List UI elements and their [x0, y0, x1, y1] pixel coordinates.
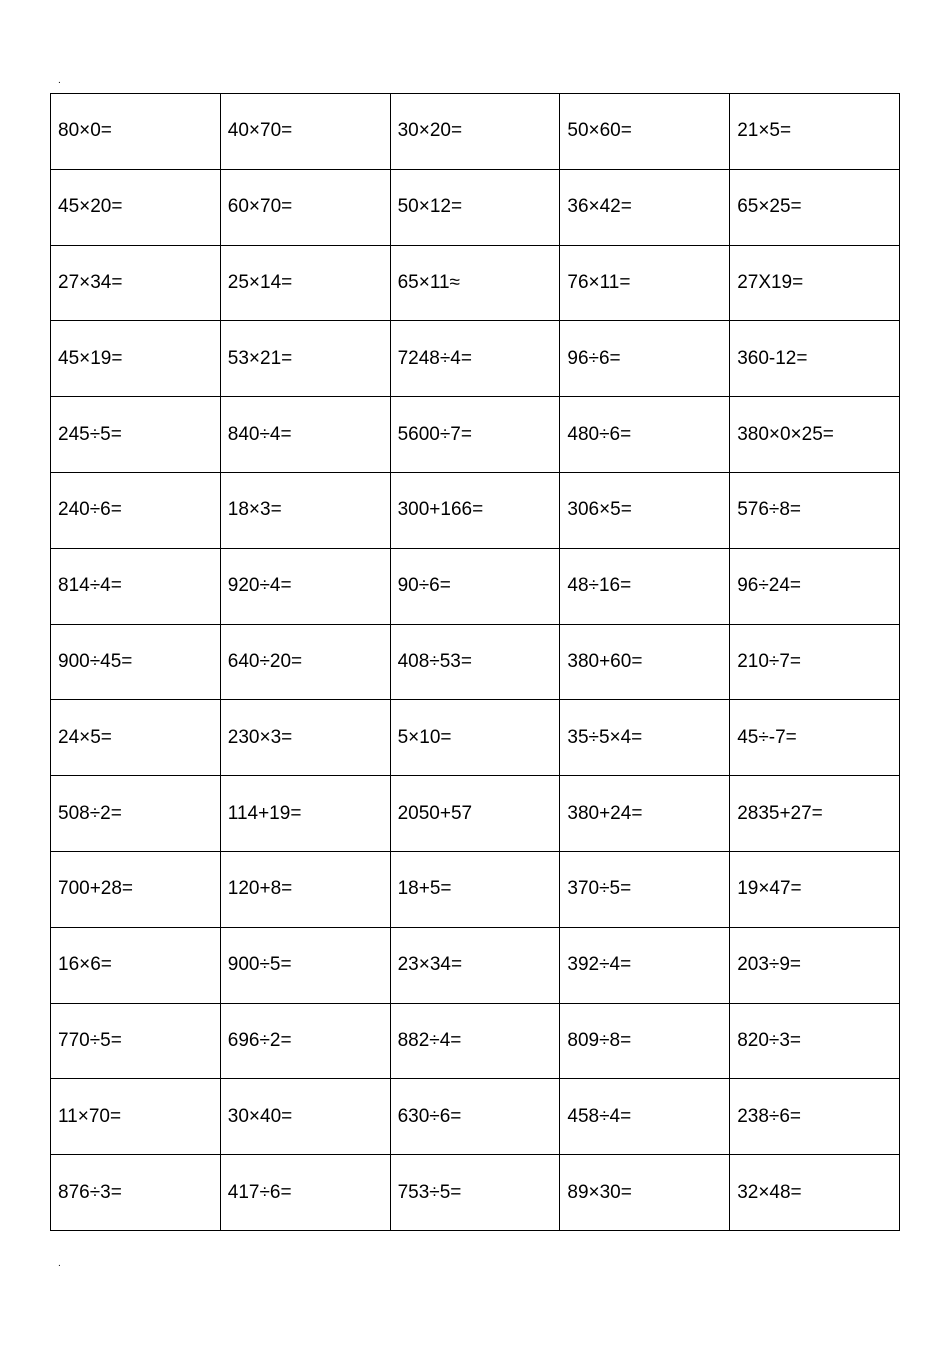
problem-cell: 882÷4=: [390, 1003, 560, 1079]
problem-cell: 30×40=: [220, 1079, 390, 1155]
problem-cell: 380+24=: [560, 776, 730, 852]
problem-cell: 65×25=: [730, 169, 900, 245]
problem-cell: 30×20=: [390, 94, 560, 170]
worksheet-row: [51, 927, 900, 1003]
problem-cell: 45÷-7=: [730, 700, 900, 776]
problem-cell: 770÷5=: [51, 1003, 221, 1079]
problem-cell: 32×48=: [730, 1155, 900, 1231]
problem-cell: 96÷6=: [560, 321, 730, 397]
problem-cell: 417÷6=: [220, 1155, 390, 1231]
worksheet-row: [51, 321, 900, 397]
worksheet-row: [51, 94, 900, 170]
problem-cell: 370÷5=: [560, 851, 730, 927]
problem-cell: 25×14=: [220, 245, 390, 321]
problem-cell: 96÷24=: [730, 548, 900, 624]
problem-cell: 630÷6=: [390, 1079, 560, 1155]
problem-cell: 380+60=: [560, 624, 730, 700]
problem-cell: 230×3=: [220, 700, 390, 776]
problem-cell: 45×20=: [51, 169, 221, 245]
worksheet-row: [51, 1155, 900, 1231]
problem-cell: 24×5=: [51, 700, 221, 776]
problem-cell: 210÷7=: [730, 624, 900, 700]
problem-cell: 700+28=: [51, 851, 221, 927]
problem-cell: 18×3=: [220, 472, 390, 548]
worksheet-row: [51, 548, 900, 624]
problem-cell: 27×34=: [51, 245, 221, 321]
problem-cell: 60×70=: [220, 169, 390, 245]
page-mark-bottom: .: [58, 1258, 61, 1269]
problem-cell: 245÷5=: [51, 397, 221, 473]
problem-cell: 640÷20=: [220, 624, 390, 700]
problem-cell: 876÷3=: [51, 1155, 221, 1231]
problem-cell: 576÷8=: [730, 472, 900, 548]
problem-cell: 2050+57: [390, 776, 560, 852]
worksheet-row: [51, 472, 900, 548]
problem-cell: 458÷4=: [560, 1079, 730, 1155]
problem-cell: 76×11=: [560, 245, 730, 321]
problem-cell: 920÷4=: [220, 548, 390, 624]
problem-cell: 50×12=: [390, 169, 560, 245]
problem-cell: 360-12=: [730, 321, 900, 397]
problem-cell: 16×6=: [51, 927, 221, 1003]
problem-cell: 392÷4=: [560, 927, 730, 1003]
problem-cell: 696÷2=: [220, 1003, 390, 1079]
problem-cell: 90÷6=: [390, 548, 560, 624]
problem-cell: 2835+27=: [730, 776, 900, 852]
problem-cell: 753÷5=: [390, 1155, 560, 1231]
problem-cell: 120+8=: [220, 851, 390, 927]
worksheet-row: [51, 1079, 900, 1155]
problem-cell: 5×10=: [390, 700, 560, 776]
worksheet-row: [51, 700, 900, 776]
problem-cell: 300+166=: [390, 472, 560, 548]
problem-cell: 203÷9=: [730, 927, 900, 1003]
problem-cell: 814÷4=: [51, 548, 221, 624]
problem-cell: 900÷5=: [220, 927, 390, 1003]
worksheet-row: [51, 397, 900, 473]
problem-cell: 53×21=: [220, 321, 390, 397]
problem-cell: 27X19=: [730, 245, 900, 321]
page-mark-top: .: [58, 75, 61, 86]
worksheet-row: [51, 776, 900, 852]
problem-cell: 40×70=: [220, 94, 390, 170]
problem-cell: 809÷8=: [560, 1003, 730, 1079]
problem-cell: 89×30=: [560, 1155, 730, 1231]
problem-cell: 840÷4=: [220, 397, 390, 473]
problem-cell: 508÷2=: [51, 776, 221, 852]
problem-cell: 380×0×25=: [730, 397, 900, 473]
problem-cell: 5600÷7=: [390, 397, 560, 473]
problem-cell: 820÷3=: [730, 1003, 900, 1079]
worksheet-row: [51, 245, 900, 321]
worksheet-row: [51, 1003, 900, 1079]
problem-cell: 900÷45=: [51, 624, 221, 700]
worksheet-body: [51, 94, 900, 1231]
problem-cell: 19×47=: [730, 851, 900, 927]
problem-cell: 238÷6=: [730, 1079, 900, 1155]
problem-cell: 48÷16=: [560, 548, 730, 624]
problem-cell: 408÷53=: [390, 624, 560, 700]
problem-cell: 18+5=: [390, 851, 560, 927]
worksheet-row: [51, 624, 900, 700]
arithmetic-worksheet-table: [50, 93, 900, 1231]
worksheet-row: [51, 851, 900, 927]
problem-cell: 480÷6=: [560, 397, 730, 473]
problem-cell: 36×42=: [560, 169, 730, 245]
worksheet-row: [51, 169, 900, 245]
problem-cell: 65×11≈: [390, 245, 560, 321]
problem-cell: 50×60=: [560, 94, 730, 170]
problem-cell: 7248÷4=: [390, 321, 560, 397]
problem-cell: 80×0=: [51, 94, 221, 170]
problem-cell: 306×5=: [560, 472, 730, 548]
problem-cell: 114+19=: [220, 776, 390, 852]
problem-cell: 21×5=: [730, 94, 900, 170]
problem-cell: 240÷6=: [51, 472, 221, 548]
problem-cell: 23×34=: [390, 927, 560, 1003]
problem-cell: 35÷5×4=: [560, 700, 730, 776]
problem-cell: 45×19=: [51, 321, 221, 397]
problem-cell: 11×70=: [51, 1079, 221, 1155]
